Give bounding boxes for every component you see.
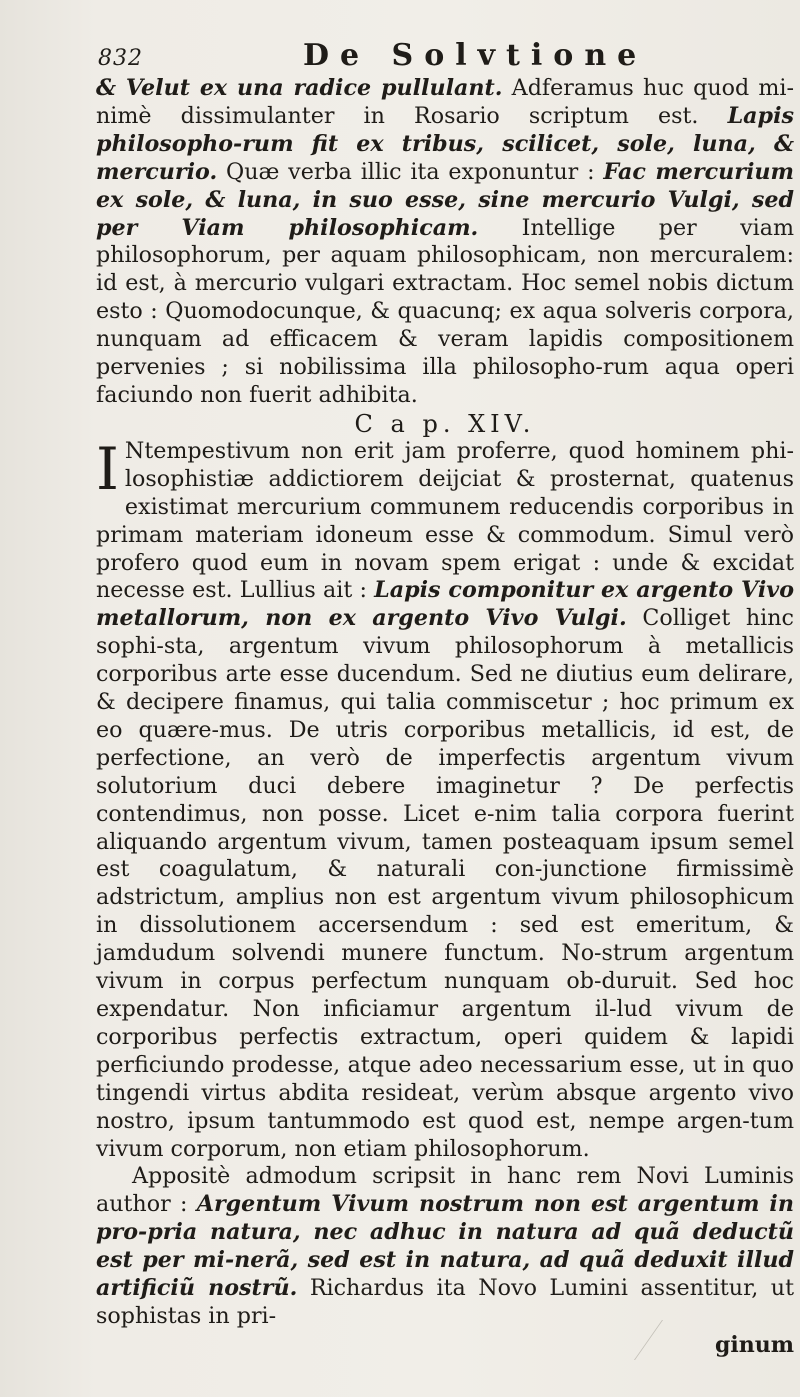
text-block bbox=[96, 75, 794, 1359]
italic-quotation: & Velut ex una radice pullulant. bbox=[96, 75, 503, 101]
paragraph-chapter-2 bbox=[96, 1163, 794, 1330]
text-run: Colliget hinc sophi-sta, argentum vivum philosophorum à metallicis corporibus arte esse ducendum. Sed ne diutius eum delirare, & decipere finamus, qui talia commiscetur ; hoc primum ex eo quære-mus. De utris corporibus metallicis, id est, de perfectione, an verò de imperfectis argentum vivum solutorium duci debere imaginetur ? De perfectis contendimus, non posse. Licet e-nim talia corpora fuerint aliquando argentum vivum, tamen posteaquam ipsum semel est coagulatum, & naturali con-junctione firmissimè adstrictum, amplius non est argentum vivum philosophicum in dissolutionem accersendum : sed est emeritum, & jamdudum solvendi munere functum. No-strum argentum vivum in corpus perfectum nunquam ob-duruit. Sed hoc expendatur. Non inficiamur argentum il-lud vivum de corporibus perfectis extractum, operi quidem & lapidi perficiundo prodesse, atque adeo necessarium esse, ut in quo tingendi virtus abdita resideat, verùm absque argento vivo nostro, ipsum tantummodo est quod est, nempe argen-tum vivum corporum, non etiam philosophorum. bbox=[96, 605, 794, 1162]
page-header bbox=[98, 34, 698, 74]
paragraph-intro bbox=[96, 75, 794, 410]
text-run: Quæ verba illic ita exponuntur : bbox=[217, 158, 604, 185]
text-run: Richardus ita Novo Lumini assentitur, ut sophistas in pri- bbox=[96, 1275, 795, 1329]
text-run: Adferamus huc quod mi-nimè dissimulanter in Rosario scriptum est. bbox=[96, 75, 794, 129]
italic-quotation: Lapis componitur ex argento Vivo metallorum, non ex argento Vivo Vulgi. bbox=[96, 577, 794, 632]
paragraph-chapter-1 bbox=[96, 434, 794, 1164]
italic-quotation: Argentum Vivum nostrum non est argentum in pro-pria natura, nec adhuc in natura ad quã deductũ est per mi-nerã, sed est in natura, ad quã deduxit illud artificiũ nostrũ. bbox=[96, 1191, 794, 1302]
text-run: Appositè admodum scripsit in hanc rem Novi Luminis author : bbox=[96, 1163, 794, 1218]
text-run: Intellige per viam philosophorum, per aquam philosophicam, non mercuralem: id est, à mercurio vulgari extractam. Hoc semel nobis dictum esto : Quomodocunque, & quacunq; ex aqua solveris corpora, nunquam ad efficacem & veram lapidis compositionem pervenies ; si nobilissima illa philosopho-rum aqua operi faciundo non fuerit adhibita. bbox=[96, 214, 794, 408]
drop-cap: I bbox=[96, 434, 119, 503]
chapter-heading: C a p. XIV. bbox=[354, 409, 536, 438]
italic-quotation: Fac mercurium ex sole, & luna, in suo esse, sine mercurio Vulgi, sed per Viam philosophicam. bbox=[96, 158, 794, 241]
catchword: ginum bbox=[714, 1331, 794, 1358]
text-run: Ntempestivum non erit jam proferre, quod hominem phi-losophistiæ addictiorem deijciat & prosternat, quatenus existimat mercurium communem reducendis corporibus in primam materiam idoneum esse & commodum. Simul verò profero quod eum in novam spem erigat : unde & excidat necesse est. Lullius ait : bbox=[96, 437, 794, 604]
italic-quotation: Lapis philosopho-rum fit ex tribus, scilicet, sole, luna, & mercurio. bbox=[96, 102, 794, 185]
running-head: De Solvtione bbox=[303, 38, 648, 73]
page-number: 832 bbox=[98, 46, 143, 71]
